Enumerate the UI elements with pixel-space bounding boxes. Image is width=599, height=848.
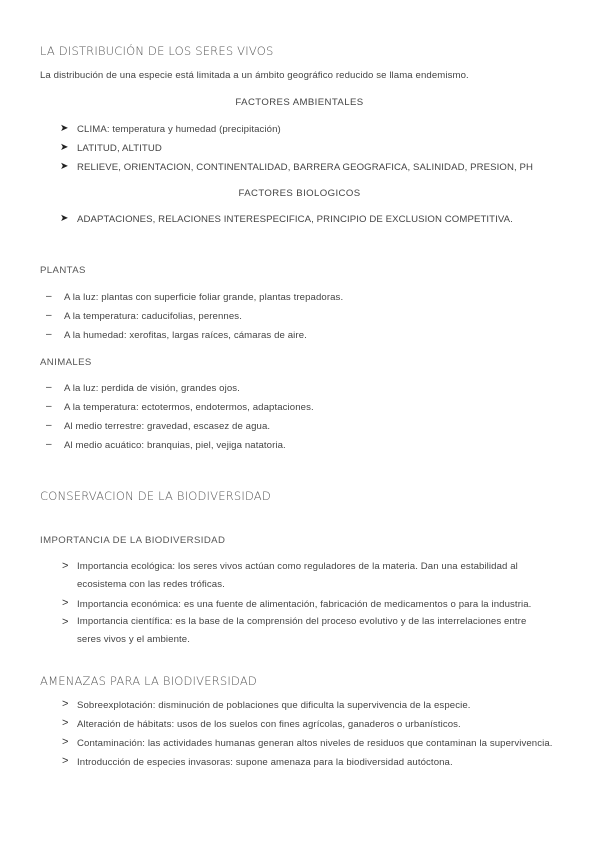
animales-item: Al medio terrestre: gravedad, escasez de agua. xyxy=(64,421,271,432)
factores-biologicos-heading: FACTORES BIOLOGICOS xyxy=(238,188,361,199)
chevron-bullet-icon: > xyxy=(62,717,69,729)
section-title-distribucion: LA DISTRIBUCIÓN DE LOS SERES VIVOS xyxy=(40,44,274,58)
ambiental-item: LATITUD, ALTITUD xyxy=(77,143,162,154)
dash-bullet-icon: – xyxy=(46,401,52,412)
section-title-conservacion: CONSERVACION DE LA BIODIVERSIDAD xyxy=(40,489,271,503)
importancia-item: Importancia económica: es una fuente de alimentación, fabricación de medicamentos o para la industria. xyxy=(77,599,532,610)
dash-bullet-icon: – xyxy=(46,329,52,340)
chevron-bullet-icon: > xyxy=(62,597,69,609)
amenaza-item: Introducción de especies invasoras: supone amenaza para la biodiversidad autóctona. xyxy=(77,757,453,768)
amenaza-item: Contaminación: las actividades humanas generan altos niveles de residuos que contaminan la supervivencia. xyxy=(77,738,553,749)
dash-bullet-icon: – xyxy=(46,291,52,302)
plantas-item: A la temperatura: caducifolias, perennes. xyxy=(64,311,242,322)
chevron-bullet-icon: > xyxy=(62,755,69,767)
amenaza-item: Sobreexplotación: disminución de poblaciones que dificulta la supervivencia de la especie. xyxy=(77,700,471,711)
plantas-heading: PLANTAS xyxy=(40,265,86,276)
importancia-item: Importancia ecológica: los seres vivos actúan como reguladores de la materia. Dan una estabilidad al ecosistema con las redes tróficas. xyxy=(77,561,518,590)
arrow-bullet-icon: ➤ xyxy=(60,161,69,172)
plantas-item: A la humedad: xerofitas, largas raíces, cámaras de aire. xyxy=(64,330,307,341)
dash-bullet-icon: – xyxy=(46,310,52,321)
dash-bullet-icon: – xyxy=(46,420,52,431)
dash-bullet-icon: – xyxy=(46,439,52,450)
animales-item: A la luz: perdida de visión, grandes ojos. xyxy=(64,383,240,394)
intro-paragraph: La distribución de una especie está limitada a un ámbito geográfico reducido se llama endemismo. xyxy=(40,70,469,81)
arrow-bullet-icon: ➤ xyxy=(60,213,69,224)
importancia-item: Importancia científica: es la base de la comprensión del proceso evolutivo y de las interrelaciones entre seres vivos y el ambiente. xyxy=(77,616,527,645)
amenaza-item: Alteración de hábitats: usos de los suelos con fines agrícolas, ganaderos o urbanísticos. xyxy=(77,719,461,730)
arrow-bullet-icon: ➤ xyxy=(60,142,69,153)
chevron-bullet-icon: > xyxy=(62,698,69,710)
animales-item: Al medio acuático: branquias, piel, vejiga natatoria. xyxy=(64,440,286,451)
animales-heading: ANIMALES xyxy=(40,357,92,368)
biologico-item: ADAPTACIONES, RELACIONES INTERESPECIFICA, PRINCIPIO DE EXCLUSION COMPETITIVA. xyxy=(77,214,513,225)
chevron-bullet-icon: > xyxy=(62,616,69,628)
ambiental-item: RELIEVE, ORIENTACION, CONTINENTALIDAD, BARRERA GEOGRAFICA, SALINIDAD, PRESION, PH xyxy=(77,162,534,173)
arrow-bullet-icon: ➤ xyxy=(60,123,69,134)
plantas-item: A la luz: plantas con superficie foliar grande, plantas trepadoras. xyxy=(64,292,344,303)
importancia-heading: IMPORTANCIA DE LA BIODIVERSIDAD xyxy=(40,535,226,546)
chevron-bullet-icon: > xyxy=(62,560,69,572)
ambiental-item: CLIMA: temperatura y humedad (precipitación) xyxy=(77,124,281,135)
chevron-bullet-icon: > xyxy=(62,736,69,748)
dash-bullet-icon: – xyxy=(46,382,52,393)
section-title-amenazas: AMENAZAS PARA LA BIODIVERSIDAD xyxy=(40,674,257,688)
animales-item: A la temperatura: ectotermos, endotermos, adaptaciones. xyxy=(64,402,314,413)
factores-ambientales-heading: FACTORES AMBIENTALES xyxy=(235,97,364,108)
